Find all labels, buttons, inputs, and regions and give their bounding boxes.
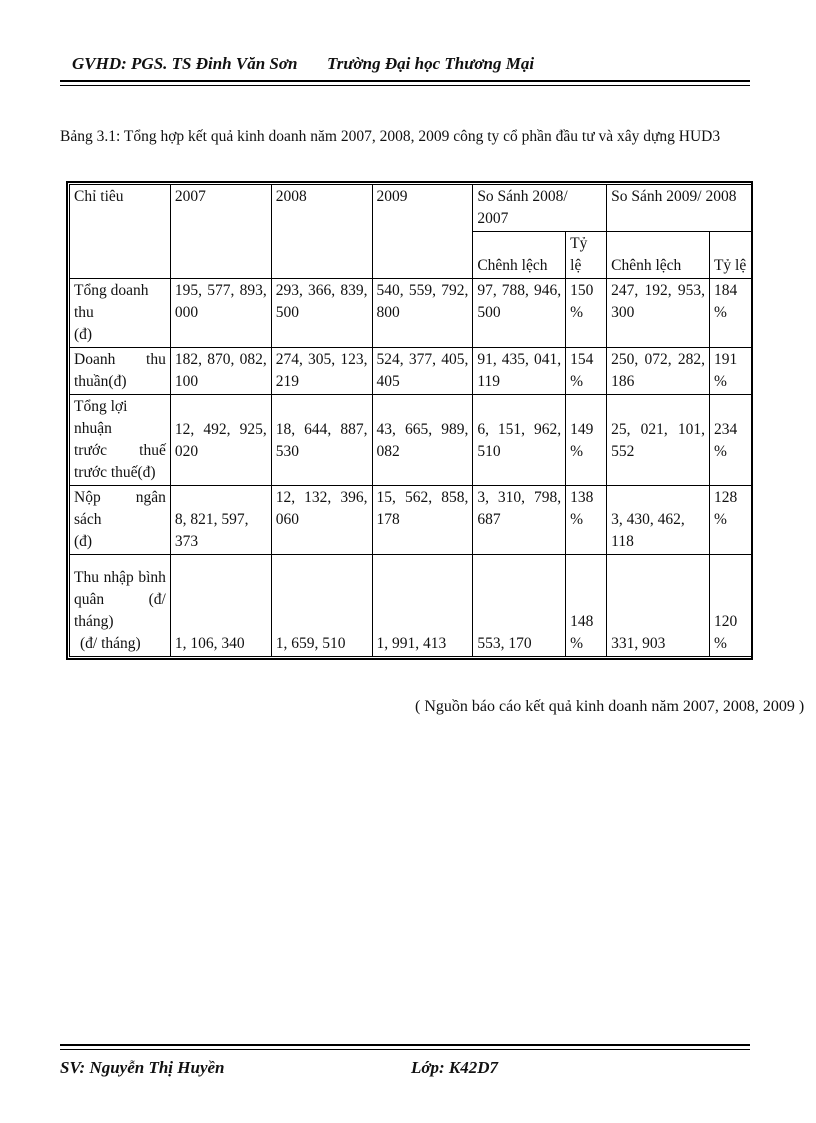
table-row	[70, 395, 752, 486]
header-rule	[60, 80, 750, 82]
value-2007: 182, 870, 082, 100	[170, 348, 271, 395]
header-2007: 2007	[170, 185, 271, 279]
value-2008: 12, 132, 396, 060	[271, 486, 372, 555]
ratio-2009-2008: 184 %	[709, 279, 751, 348]
results-table	[69, 184, 752, 657]
row-label: Thu nhập bình quân (đ/ tháng) (đ/ tháng)	[70, 555, 171, 657]
diff-2009-2008: 250, 072, 282, 186	[607, 348, 710, 395]
ratio-2009-2008: 120 %	[709, 555, 751, 657]
ratio-2009-2008: 191 %	[709, 348, 751, 395]
value-2007: 1, 106, 340	[170, 555, 271, 657]
ratio-2008-2007: 148 %	[566, 555, 607, 657]
ratio-2008-2007: 138 %	[566, 486, 607, 555]
value-2009: 43, 665, 989, 082	[372, 395, 473, 486]
ratio-2009-2008: 234 %	[709, 395, 751, 486]
header-rule-thin	[60, 85, 750, 86]
header-2008: 2008	[271, 185, 372, 279]
value-2007: 195, 577, 893, 000	[170, 279, 271, 348]
table-row	[70, 279, 752, 348]
footer-rule-thin	[60, 1049, 750, 1050]
header-university: Trường Đại học Thương Mại	[327, 54, 535, 73]
header-compare-2008-2007: So Sánh 2008/ 2007	[473, 185, 607, 232]
diff-2008-2007: 97, 788, 946, 500	[473, 279, 566, 348]
header-compare-2009-2008: So Sánh 2009/ 2008	[607, 185, 752, 232]
diff-2009-2008: 247, 192, 953, 300	[607, 279, 710, 348]
subheader-diff-1: Chênh lệch	[473, 232, 566, 279]
subheader-ratio-1: Tỷ lệ	[566, 232, 607, 279]
value-2008: 18, 644, 887, 530	[271, 395, 372, 486]
diff-2008-2007: 91, 435, 041, 119	[473, 348, 566, 395]
value-2008: 274, 305, 123, 219	[271, 348, 372, 395]
subheader-diff-2: Chênh lệch	[607, 232, 710, 279]
value-2007: 12, 492, 925, 020	[170, 395, 271, 486]
table-row	[70, 348, 752, 395]
source-note: ( Nguồn báo cáo kết quả kinh doanh năm 2007, 2008, 2009 )	[415, 698, 805, 715]
value-2009: 1, 991, 413	[372, 555, 473, 657]
value-2009: 540, 559, 792, 800	[372, 279, 473, 348]
header-2009: 2009	[372, 185, 473, 279]
diff-2009-2008: 331, 903	[607, 555, 710, 657]
value-2007: 8, 821, 597, 373	[170, 486, 271, 555]
ratio-2009-2008: 128 %	[709, 486, 751, 555]
footer-student: SV: Nguyễn Thị Huyền	[60, 1058, 225, 1077]
row-label: Tổng doanh thu (đ)	[70, 279, 171, 348]
table-header-row	[70, 185, 752, 232]
value-2009: 15, 562, 858, 178	[372, 486, 473, 555]
diff-2008-2007: 6, 151, 962, 510	[473, 395, 566, 486]
row-label: Tổng lợi nhuận trước thuế trước thuế(đ)	[70, 395, 171, 486]
table-row	[70, 486, 752, 555]
ratio-2008-2007: 149 %	[566, 395, 607, 486]
table-row	[70, 555, 752, 657]
diff-2009-2008: 3, 430, 462, 118	[607, 486, 710, 555]
diff-2008-2007: 553, 170	[473, 555, 566, 657]
value-2009: 524, 377, 405, 405	[372, 348, 473, 395]
footer-class: Lớp: K42D7	[411, 1058, 499, 1077]
subheader-ratio-2: Tỷ lệ	[709, 232, 751, 279]
header-instructor: GVHD: PGS. TS Đinh Văn Sơn	[72, 54, 298, 73]
diff-2009-2008: 25, 021, 101, 552	[607, 395, 710, 486]
ratio-2008-2007: 150 %	[566, 279, 607, 348]
row-label: Nộp ngân sách (đ)	[70, 486, 171, 555]
header-indicator: Chỉ tiêu	[70, 185, 171, 279]
row-label: Doanh thu thuần(đ)	[70, 348, 171, 395]
diff-2008-2007: 3, 310, 798, 687	[473, 486, 566, 555]
ratio-2008-2007: 154 %	[566, 348, 607, 395]
table-caption: Bảng 3.1: Tổng hợp kết quả kinh doanh năm 2007, 2008, 2009 công ty cổ phần đầu tư và xây dựng HUD3	[60, 128, 721, 145]
value-2008: 1, 659, 510	[271, 555, 372, 657]
footer-rule	[60, 1044, 750, 1046]
value-2008: 293, 366, 839, 500	[271, 279, 372, 348]
